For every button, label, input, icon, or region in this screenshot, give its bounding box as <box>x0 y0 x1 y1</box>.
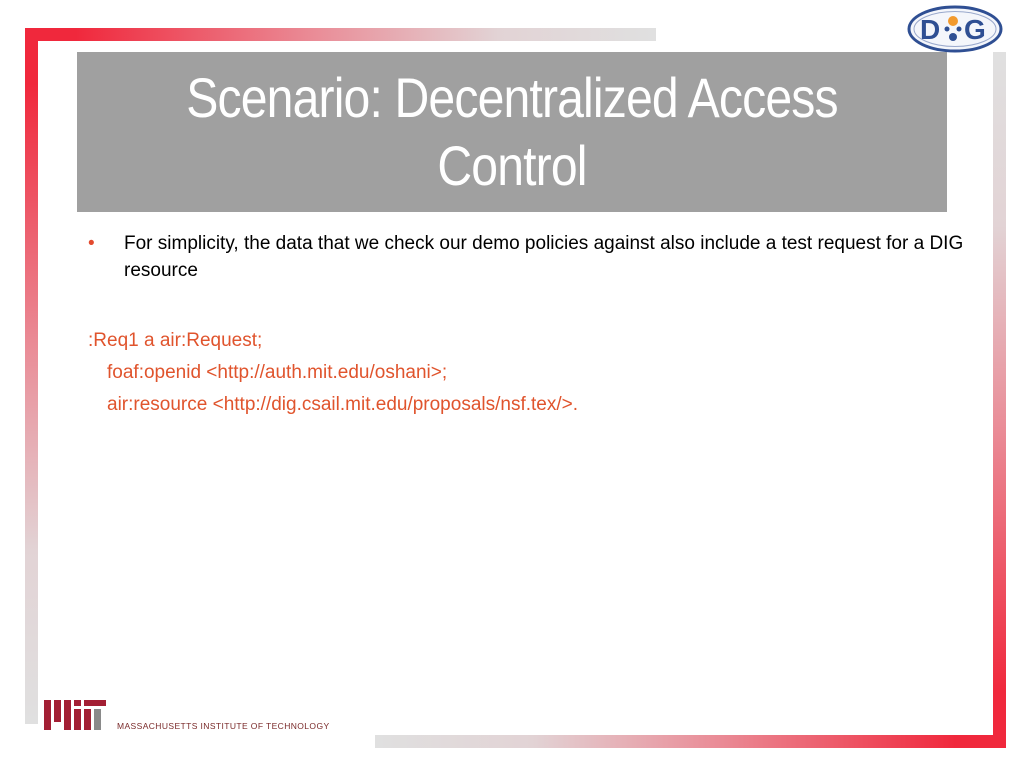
bullet-item <box>88 230 968 284</box>
frame-right-bar <box>993 52 1006 748</box>
mit-caption: MASSACHUSETTS INSTITUTE OF TECHNOLOGY <box>117 721 330 731</box>
frame-top-bar <box>25 28 656 41</box>
bullet-text: For simplicity, the data that we check our demo policies against also include a test request for a DIG resource <box>124 233 964 281</box>
title-band <box>77 52 947 212</box>
dig-logo-g: G <box>964 14 986 45</box>
code-line-1: :Req1 a air:Request; <box>88 330 263 351</box>
dig-logo-d: D <box>920 14 941 45</box>
code-block <box>88 325 578 421</box>
dig-logo <box>907 4 1003 54</box>
code-line-2: foaf:openid <http://auth.mit.edu/oshani>; <box>107 362 448 383</box>
frame-bottom-bar <box>375 735 1006 748</box>
frame-left-bar <box>25 28 38 724</box>
slide-title: Scenario: Decentralized Access Control <box>186 66 838 197</box>
bullet-marker: • <box>88 233 95 254</box>
mit-logo <box>44 700 108 732</box>
code-line-3: air:resource <http://dig.csail.mit.edu/proposals/nsf.tex/>. <box>107 394 579 415</box>
